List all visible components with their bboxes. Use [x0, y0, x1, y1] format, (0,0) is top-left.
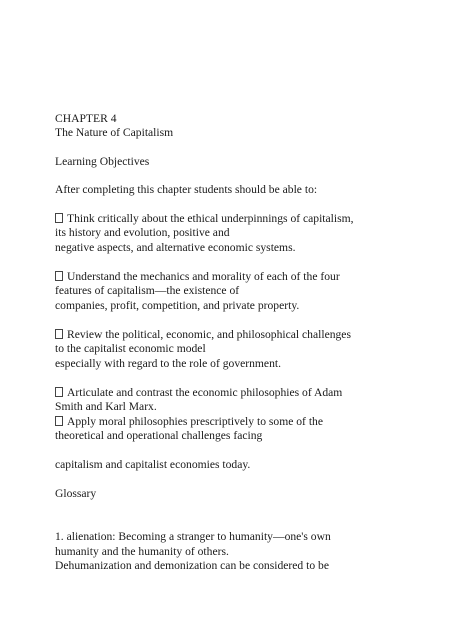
chapter-number: CHAPTER 4	[55, 112, 117, 125]
objective-5-line-1: Apply moral philosophies prescriptively to some of the	[55, 415, 405, 430]
objective-2-line-1: Understand the mechanics and morality of each of the four	[55, 270, 405, 285]
glossary-entry-1-line-1: 1. alienation: Becoming a stranger to humanity—one's own	[55, 530, 331, 543]
bullet-glyph-icon	[55, 416, 63, 426]
chapter-title: The Nature of Capitalism	[55, 126, 174, 139]
learning-objectives-intro: After completing this chapter students should be able to:	[55, 183, 318, 196]
bullet-glyph-icon	[55, 271, 63, 281]
objective-3-line-1: Review the political, economic, and philosophical challenges	[55, 328, 405, 343]
learning-objectives-heading: Learning Objectives	[55, 155, 150, 168]
objective-3-line-3: especially with regard to the role of government.	[55, 357, 281, 370]
bullet-glyph-icon	[55, 387, 63, 397]
objective-2-line-2: features of capitalism—the existence of	[55, 284, 240, 297]
objective-4-line-1: Articulate and contrast the economic philosophies of Adam	[55, 386, 405, 401]
glossary-entry-1-line-2: humanity and the humanity of others.	[55, 545, 229, 558]
objective-continuation: capitalism and capitalist economies today.	[55, 458, 251, 471]
objective-5-line-2: theoretical and operational challenges facing	[55, 429, 263, 442]
objective-3-line-2: to the capitalist economic model	[55, 342, 206, 355]
objective-1-line-3: negative aspects, and alternative economic systems.	[55, 241, 296, 254]
objective-1-line-1: Think critically about the ethical underpinnings of capitalism,	[55, 212, 405, 227]
bullet-glyph-icon	[55, 213, 63, 223]
objective-4-line-2: Smith and Karl Marx.	[55, 400, 157, 413]
glossary-heading: Glossary	[55, 487, 97, 500]
objective-2-line-3: companies, profit, competition, and private property.	[55, 299, 300, 312]
objective-1-line-2: its history and evolution, positive and	[55, 226, 230, 239]
glossary-entry-1-line-3: Dehumanization and demonization can be considered to be	[55, 559, 329, 572]
bullet-glyph-icon	[55, 329, 63, 339]
